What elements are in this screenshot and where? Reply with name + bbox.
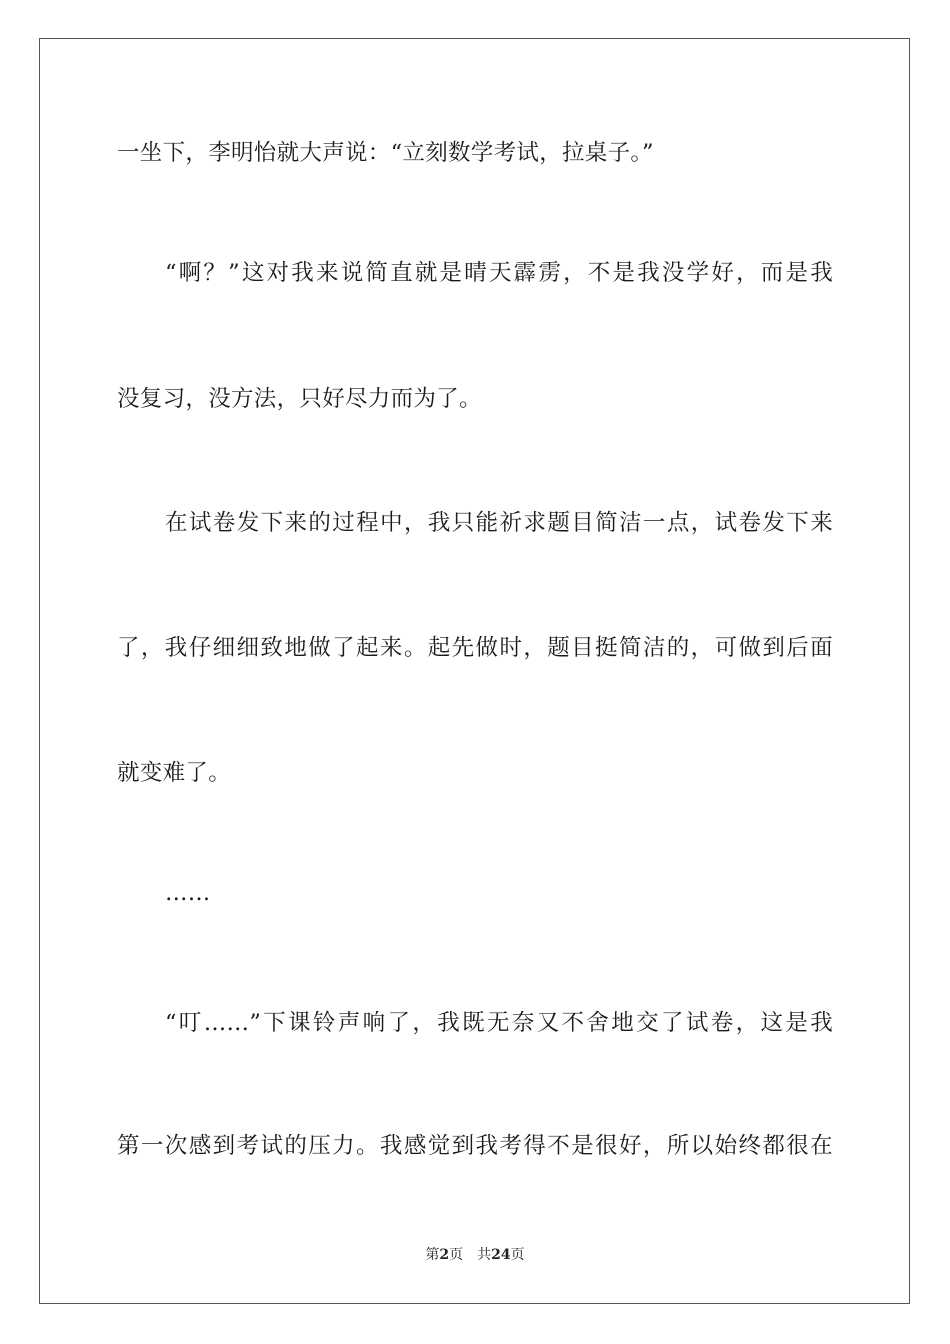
text-line-5: 了，我仔细细致地做了起来。起先做时，题目挺简洁的，可做到后面 (117, 635, 833, 661)
text-line-6: 就变难了。 (117, 760, 232, 786)
footer-page-prefix: 第 (425, 1247, 440, 1263)
page-frame (39, 38, 910, 1304)
text-line-1: 一坐下，李明怡就大声说：“立刻数学考试，拉桌子。” (117, 140, 654, 166)
text-line-3: 没复习，没方法，只好尽力而为了。 (117, 386, 482, 412)
text-line-2: “啊？”这对我来说简直就是晴天霹雳，不是我没学好，而是我 (165, 260, 833, 286)
page-footer (0, 1246, 950, 1264)
footer-page-suffix: 页 (449, 1247, 464, 1263)
footer-total-prefix: 共 (477, 1247, 492, 1263)
text-line-7: “叮……”下课铃声响了，我既无奈又不舍地交了试卷，这是我 (165, 1010, 833, 1036)
text-line-4: 在试卷发下来的过程中，我只能祈求题目简洁一点，试卷发下来 (165, 510, 833, 536)
footer-page-number: 2 (439, 1247, 450, 1263)
footer-total-suffix: 页 (510, 1247, 525, 1263)
text-line-8: 第一次感到考试的压力。我感觉到我考得不是很好，所以始终都很在 (117, 1133, 833, 1159)
text-line-ellipsis: …… (165, 880, 211, 906)
footer-total-pages: 24 (491, 1247, 511, 1263)
